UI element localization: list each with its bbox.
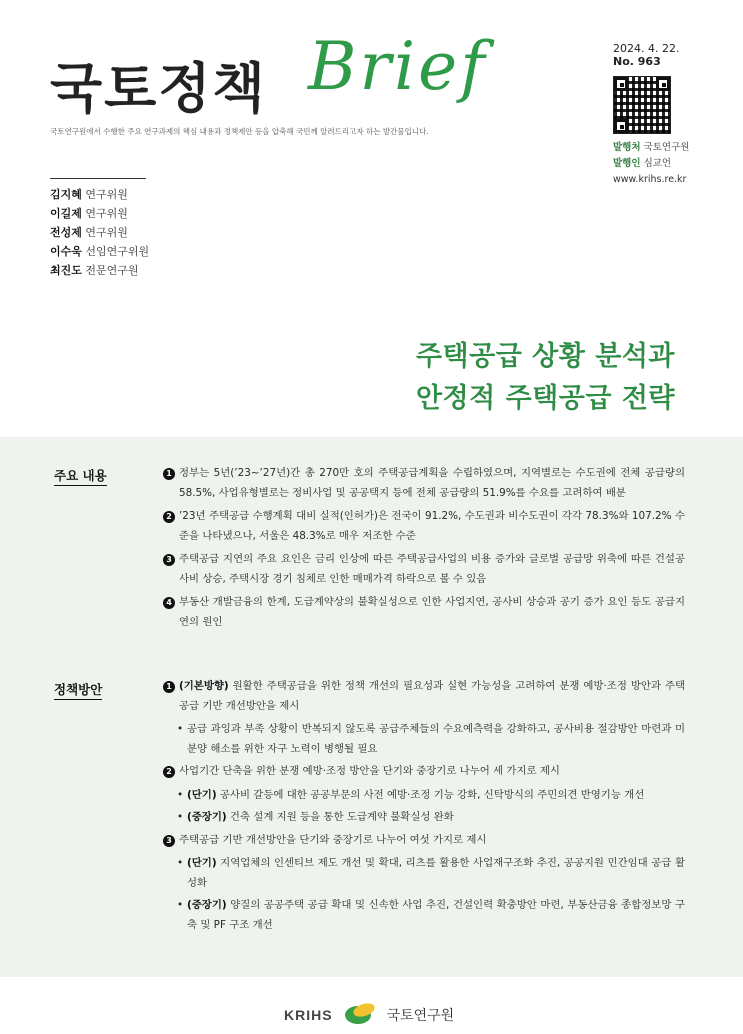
krihs-wordmark: KRIHS: [284, 1007, 333, 1023]
author-item: 이길제 연구위원: [50, 207, 128, 220]
sub-item: • (중장기) 건축 설계 지원 등을 통한 도급계약 불확실성 완화: [177, 811, 454, 823]
list-item: 3 주택공급 지연의 주요 요인은 금리 인상에 따른 주택공급사업의 비용 증가와 글로벌 공급망 위축에 따른 건설공사비 상승, 주택시장 경기 침체로 인한 매매가격 하락으로 볼 수 있음: [163, 550, 685, 589]
krihs-logo-icon: [343, 1002, 377, 1028]
issuer-line: 발행인 심교언: [613, 158, 672, 169]
number-badge: 2: [163, 511, 175, 523]
publisher-line: 발행처 국토연구원: [613, 142, 690, 153]
tagline: 국토연구원에서 수행한 주요 연구과제의 핵심 내용과 정책제안 등을 압축해 국민께 알려드리고자 하는 발간물입니다.: [50, 127, 429, 136]
policy-heading: 정책방안: [54, 680, 102, 700]
list-item: 3 주택공급 기반 개선방안을 단기와 중장기로 나누어 여섯 가지로 제시: [163, 831, 685, 851]
number-badge: 4: [163, 597, 175, 609]
list-item: 2 ’23년 주택공급 수행계획 대비 실적(인허가)은 전국이 91.2%, 수도권과 비수도권이 각각 78.3%와 107.2% 수준을 나타냈으나, 서울은 48.3%로 매우 저조한 수준: [163, 507, 685, 546]
number-badge: 3: [163, 554, 175, 566]
number-badge: 3: [163, 835, 175, 847]
org-name: 국토연구원: [386, 1008, 455, 1024]
policy-list: [163, 677, 685, 938]
title-brief: Brief: [308, 28, 488, 105]
issue-number: No. 963: [613, 55, 661, 68]
summary-panel: [0, 437, 743, 977]
number-badge: 2: [163, 766, 175, 778]
number-badge: 1: [163, 681, 175, 693]
author-item: 김지혜 연구위원: [50, 188, 128, 201]
author-item: 최진도 전문연구원: [50, 264, 139, 277]
list-item: 1 (기본방향) 원활한 주택공급을 위한 정책 개선의 필요성과 실현 가능성을 고려하여 분쟁 예방·조정 방안과 주택공급 기반 개선방안을 제시: [163, 677, 685, 716]
publication-meta: [613, 42, 723, 188]
list-item: 2 사업기간 단축을 위한 분쟁 예방·조정 방안을 단기와 중장기로 나누어 세 가지로 제시: [163, 762, 685, 782]
publication-date: 2024. 4. 22.: [613, 42, 680, 55]
list-item: 1 정부는 5년(’23~’27년)간 총 270만 호의 주택공급계획을 수립하였으며, 지역별로는 수도권에 전체 공급량의 58.5%, 사업유형별로는 정비사업 및 공공택지 등에 전체 공급량의 51.9%를 수요를 고려하여 배분: [163, 464, 685, 503]
author-item: 전성제 연구위원: [50, 226, 128, 239]
footer-logo: [284, 1002, 454, 1028]
sub-item: • 공급 과잉과 부족 상황이 반복되지 않도록 공급주체들의 수요예측력을 강화하고, 공사비용 절감방안 마련과 미분양 해소를 위한 자구 노력이 병행될 필요: [177, 723, 685, 755]
author-item: 이수욱 선임연구위원: [50, 245, 150, 258]
sub-item: • (단기) 지역업체의 인센티브 제도 개선 및 확대, 리츠를 활용한 사업재구조화 추진, 공공지원 민간임대 공급 활성화: [177, 857, 685, 889]
list-item: 4 부동산 개발금융의 한계, 도급계약상의 불확실성으로 인한 사업지연, 공사비 상승과 공기 증가 요인 등도 공급지연의 원인: [163, 593, 685, 632]
website-link[interactable]: www.krihs.re.kr: [613, 174, 687, 185]
sub-item: • (중장기) 양질의 공공주택 공급 확대 및 신속한 사업 추진, 건설인력 확충방안 마련, 부동산금융 종합정보망 구축 및 PF 구조 개선: [177, 899, 685, 931]
page-title: 주택공급 상황 분석과 안정적 주택공급 전략: [415, 341, 675, 414]
author-list: [50, 178, 150, 280]
sub-item: • (단기) 공사비 갈등에 대한 공공부문의 사전 예방·조정 기능 강화, 신탁방식의 주민의견 반영기능 개선: [177, 788, 645, 801]
summary-heading: 주요 내용: [54, 466, 107, 486]
title-korean: 국토정책: [50, 57, 267, 120]
summary-list: [163, 464, 685, 636]
qr-code-icon[interactable]: [613, 76, 671, 134]
number-badge: 1: [163, 468, 175, 480]
